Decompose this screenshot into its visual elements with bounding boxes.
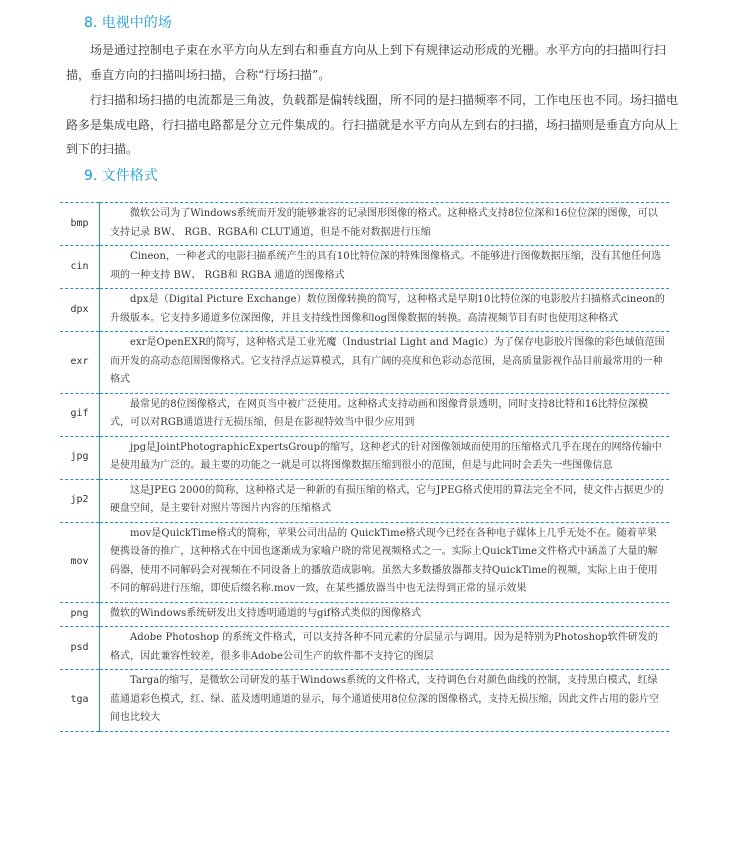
section-heading-tv-field: 8. 电视中的场 bbox=[84, 15, 172, 31]
table-row bbox=[60, 670, 669, 732]
format-name: dpx bbox=[60, 289, 100, 332]
format-name: gif bbox=[60, 393, 100, 436]
section-heading-file-formats: 9. 文件格式 bbox=[84, 168, 158, 184]
format-name: jpg bbox=[60, 436, 100, 479]
format-description: jpg是JointPhotographicExpertsGroup的缩写，这种老式的针对图像领域而使用的压缩格式几乎在现在的网络传输中是使用最为广泛的。最主要的功能之一就是可以将图像数据压缩到很小的范围，但是与此同时会丢失一些图像信息 bbox=[100, 436, 670, 479]
format-description: exr是OpenEXR的简写，这种格式是工业光魔（Industrial Light and Magic）为了保存电影胶片图像的彩色域值范围而开发的高动态范围图像格式。它支持浮点运算模式，具有广阔的亮度和色彩动态范围，是高质量影视作品目前最常用的一种格式 bbox=[100, 332, 670, 394]
table-row bbox=[60, 522, 669, 602]
format-name: png bbox=[60, 602, 100, 627]
format-description: dpx是（Digital Picture Exchange）数位图像转换的简写，这种格式是早期10比特位深的电影胶片扫描格式cineon的升级版本。它支持多通道多位深图像，并且支持线性图像和log图像数据的转换。高清视频节目有时也使用这种格式 bbox=[100, 289, 670, 332]
table-row bbox=[60, 393, 669, 436]
table-row bbox=[60, 436, 669, 479]
table-row bbox=[60, 627, 669, 670]
format-description: mov是QuickTime格式的简称，苹果公司出品的 QuickTime格式现今已经在各种电子媒体上几乎无处不在。随着苹果便携设备的推广，这种格式在中国也逐渐成为家喻户晓的常见视频格式之一。实际上QuickTime文件格式中涵盖了大量的解码器，使用不同解码会对视频在不同设备上的播放造成影响。虽然大多数播放器都支持QuickTime的视频，实际上由于使用不同的解码进行压缩，即使后缀名称.mov一致，在某些播放器当中也无法得到正常的显示效果 bbox=[100, 522, 670, 602]
format-name: jp2 bbox=[60, 479, 100, 522]
format-name: psd bbox=[60, 627, 100, 670]
format-name: tga bbox=[60, 670, 100, 732]
format-description: Targa的缩写，是微软公司研发的基于Windows系统的文件格式，支持调色台对颜色曲线的控制，支持黑白模式，红绿蓝通道彩色模式，红、绿、蓝及透明通道的显示，每个通道使用8位位深的图像格式，支持无损压缩，因此文件占用的影片空间也比较大 bbox=[100, 670, 670, 732]
paragraph-scan-currents: 行扫描和场扫描的电流都是三角波，负载都是偏转线圈，所不同的是扫描频率不同，工作电压也不同。场扫描电路多是集成电路，行扫描电路都是分立元件集成的。行扫描就是水平方向从左到右的扫描，场扫描则是垂直方向从上到下的扫描。 bbox=[66, 93, 679, 156]
paragraph-field-definition: 场是通过控制电子束在水平方向从左到右和垂直方向从上到下有规律运动形成的光栅。水平方向的扫描叫行扫描，垂直方向的扫描叫场扫描，合称“行场扫描”。 bbox=[66, 43, 667, 82]
format-description: 微软公司为了Windows系统而开发的能够兼容的记录图形图像的格式。这种格式支持8位位深和16位位深的图像，可以支持记录 BW、 RGB、RGBA和 CLUT通道，但是不能对数据进行压缩 bbox=[100, 203, 670, 246]
table-row bbox=[60, 332, 669, 394]
format-name: exr bbox=[60, 332, 100, 394]
table-row bbox=[60, 246, 669, 289]
file-format-table bbox=[60, 202, 669, 732]
format-description: 微软的Windows系统研发出支持透明通道的与gif格式类似的图像格式 bbox=[100, 602, 670, 627]
format-name: bmp bbox=[60, 203, 100, 246]
table-row bbox=[60, 602, 669, 627]
format-description: 最常见的8位图像格式，在网页当中被广泛使用。这种格式支持动画和图像背景透明，同时支持8比特和16比特位深模式，可以对RGB通道进行无损压缩，但是在影视特效当中很少应用到 bbox=[100, 393, 670, 436]
format-name: mov bbox=[60, 522, 100, 602]
format-name: cin bbox=[60, 246, 100, 289]
table-row bbox=[60, 203, 669, 246]
format-description: 这是JPEG 2000的简称，这种格式是一种新的有损压缩的格式，它与JPEG格式使用的算法完全不同，使文件占据更少的硬盘空间，是主要针对照片等图片内容的压缩格式 bbox=[100, 479, 670, 522]
table-row bbox=[60, 289, 669, 332]
table-row bbox=[60, 479, 669, 522]
format-description: Cineon，一种老式的电影扫描系统产生的具有10比特位深的特殊图像格式。不能够进行图像数据压缩，没有其他任何选项的一种支持 BW、 RGB和 RGBA 通道的图像格式 bbox=[100, 246, 670, 289]
format-description: Adobe Photoshop 的系统文件格式，可以支持各种不同元素的分层显示与调用。因为是特别为Photoshop软件研发的格式，因此兼容性较差，很多非Adobe公司生产的软件都不支持它的图层 bbox=[100, 627, 670, 670]
